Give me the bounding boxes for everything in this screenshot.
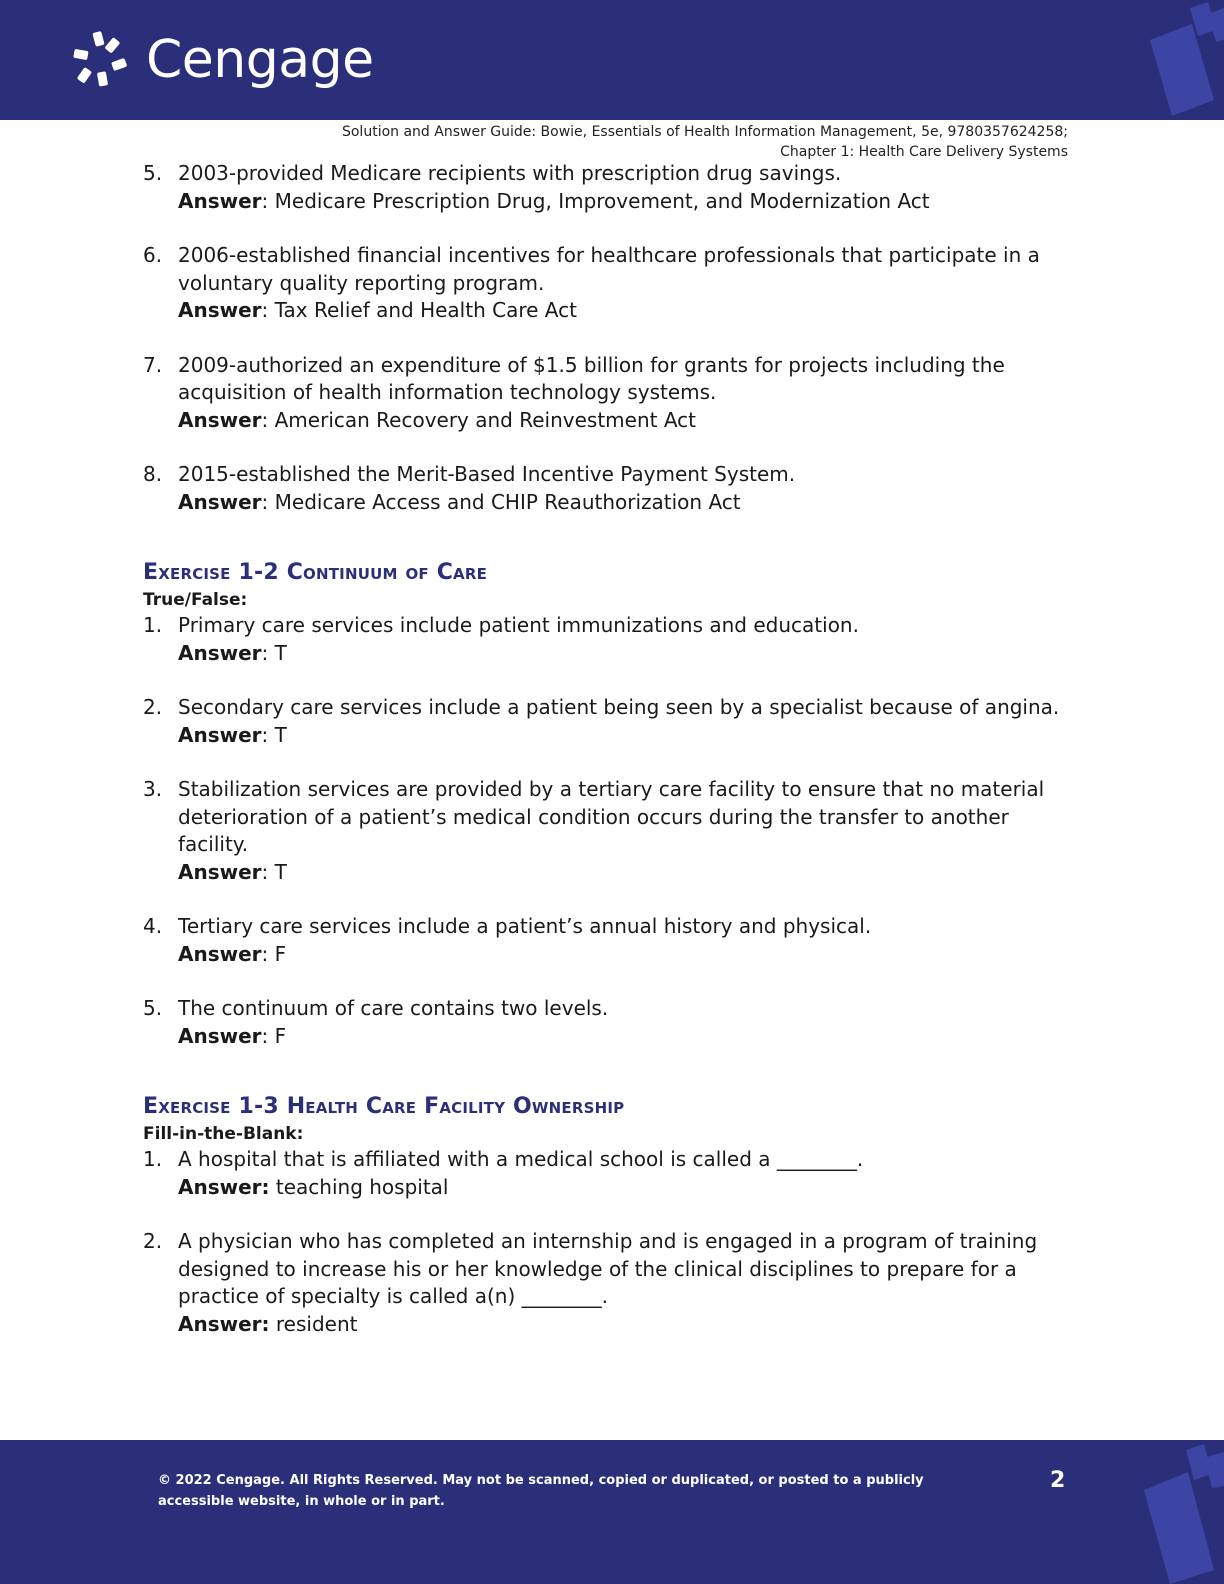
logo-text: Cengage (146, 30, 374, 90)
list-item (143, 160, 1083, 215)
answer-label: Answer (178, 941, 262, 966)
decorative-shapes-icon (1130, 1440, 1224, 1584)
answer-line (178, 859, 1083, 887)
answer-text: : Medicare Prescription Drug, Improvement, and Modernization Act (261, 188, 930, 213)
item-number: 3. (143, 777, 163, 801)
question-text: 2009-authorized an expenditure of $1.5 billion for grants for projects including the acquisition of health information technology systems. (178, 352, 1005, 404)
section-subhead: Fill-in-the-Blank: (143, 1124, 304, 1144)
cengage-logo-icon (72, 30, 132, 90)
answer-label: Answer (178, 407, 262, 432)
answer-label: Answer (178, 489, 262, 514)
answer-label: Answer (178, 859, 262, 884)
decorative-shapes-icon (1130, 0, 1224, 120)
list-item (143, 461, 1083, 516)
answer-label: Answer (178, 640, 262, 665)
answer-label: Answer (178, 188, 262, 213)
answer-label: Answer: (178, 1174, 270, 1199)
answer-line (178, 297, 1083, 325)
answer-text: : American Recovery and Reinvestment Act (261, 407, 697, 432)
header-band (0, 0, 1224, 120)
answer-line (178, 1174, 1083, 1202)
answer-text: : Tax Relief and Health Care Act (261, 298, 577, 322)
document-body (143, 160, 1083, 1338)
item-number: 4. (143, 914, 163, 938)
section-title: Exercise 1-2 Continuum of Care (143, 560, 488, 585)
question-text: Secondary care services include a patient being seen by a specialist because of angina. (178, 695, 1060, 719)
list-item (143, 776, 1083, 886)
running-head (342, 122, 1068, 162)
footer-band (0, 1440, 1224, 1584)
item-number: 1. (143, 613, 163, 637)
answer-line (178, 1311, 1083, 1339)
list-item (143, 1146, 1083, 1201)
answer-line (178, 941, 1083, 969)
item-number: 2. (143, 695, 163, 719)
list-item (143, 352, 1083, 435)
question-text: 2015-established the Merit-Based Incentive Payment System. (178, 462, 796, 486)
answer-line (178, 722, 1083, 750)
answer-text: : T (261, 859, 287, 884)
running-head-chapter: Chapter 1: Health Care Delivery Systems (780, 144, 1068, 160)
answer-label: Answer (178, 298, 262, 322)
section-subhead: True/False: (143, 590, 248, 610)
answer-text: resident (269, 1311, 358, 1336)
item-number: 8. (143, 462, 163, 486)
answer-text: : Medicare Access and CHIP Reauthorization Act (261, 489, 741, 514)
answer-label: Answer (178, 1023, 262, 1048)
question-text: 2006-established financial incentives for healthcare professionals that participate in a voluntary quality reporting program. (178, 243, 1040, 295)
answer-line (178, 489, 1083, 517)
question-text: The continuum of care contains two levels. (178, 996, 609, 1020)
answer-text: : F (261, 941, 287, 966)
question-text: Stabilization services are provided by a tertiary care facility to ensure that no material deterioration of a patient’s medical condition occurs during the transfer to another facility. (178, 777, 1045, 856)
answer-text: teaching hospital (269, 1174, 449, 1199)
item-number: 5. (143, 161, 163, 185)
item-number: 7. (143, 352, 163, 377)
answer-text: : F (261, 1023, 287, 1048)
question-text: Tertiary care services include a patient’s annual history and physical. (178, 914, 872, 938)
answer-line (178, 640, 1083, 668)
copyright-notice: © 2022 Cengage. All Rights Reserved. May not be scanned, copied or duplicated, or posted to a publicly accessible website, in whole or in part. (158, 1473, 924, 1509)
answer-line (178, 1023, 1083, 1051)
answer-label: Answer (178, 722, 262, 747)
list-item (143, 242, 1083, 325)
item-number: 1. (143, 1147, 163, 1171)
cengage-logo (72, 30, 374, 90)
list-item (143, 612, 1083, 667)
item-number: 6. (143, 243, 163, 267)
list-item (143, 1228, 1083, 1338)
answer-text: : T (261, 722, 287, 747)
question-text: A physician who has completed an internship and is engaged in a program of training designed to increase his or her knowledge of the clinical disciplines to prepare for a practice of specialty is called a(n) ________. (178, 1229, 1038, 1308)
question-text: 2003-provided Medicare recipients with prescription drug savings. (178, 161, 842, 185)
running-head-title: Solution and Answer Guide: Bowie, Essentials of Health Information Management, 5e, 9780357624258; (341, 124, 1068, 140)
list-item (143, 694, 1083, 749)
list-item (143, 995, 1083, 1050)
answer-line (178, 188, 1083, 216)
question-text: Primary care services include patient immunizations and education. (178, 613, 859, 637)
question-text: A hospital that is affiliated with a medical school is called a ________. (178, 1147, 864, 1171)
item-number: 5. (143, 996, 163, 1020)
answer-label: Answer: (178, 1311, 270, 1336)
section-title: Exercise 1-3 Health Care Facility Ownership (143, 1094, 625, 1119)
answer-text: : T (261, 640, 287, 665)
item-number: 2. (143, 1229, 163, 1253)
list-item (143, 913, 1083, 968)
page-number: 2 (1050, 1468, 1066, 1493)
answer-line (178, 407, 1083, 435)
